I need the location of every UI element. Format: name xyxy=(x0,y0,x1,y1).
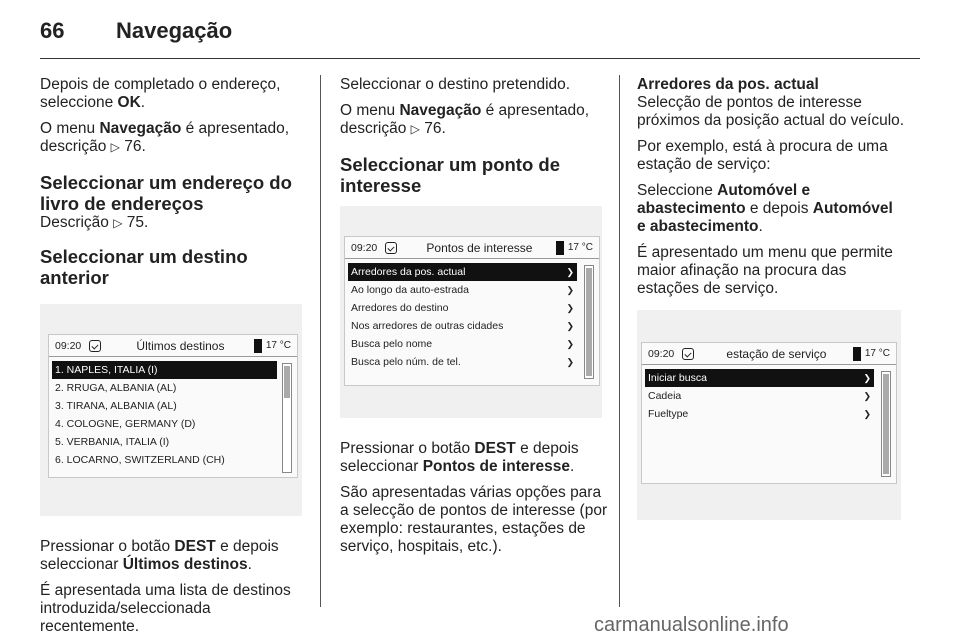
triangle-right-icon: ▷ xyxy=(110,140,120,154)
column-3 xyxy=(637,76,905,542)
paragraph: Depois de completado o endereço, seleccione OK. xyxy=(40,76,281,111)
poi-menu-list xyxy=(348,263,577,371)
chevron-right-icon: ❯ xyxy=(863,391,871,401)
paragraph: É apresentada uma lista de destinos introduzida/seleccionada recentemente. xyxy=(40,582,291,635)
list-item[interactable]: Iniciar busca ❯ xyxy=(645,369,874,387)
chevron-right-icon: ❯ xyxy=(863,373,871,383)
list-item[interactable]: Ao longo da auto-estrada ❯ xyxy=(348,281,577,299)
status-bar xyxy=(49,335,297,357)
display-screen xyxy=(48,334,298,478)
scrollbar-thumb[interactable] xyxy=(586,268,592,376)
paragraph: São apresentadas várias opções para a selecção de pontos de interesse (por exemplo: restaurantes, estações de serviço, hospitais, etc.). xyxy=(340,484,608,555)
list-item[interactable]: Fueltype ❯ xyxy=(645,405,874,423)
column-2 xyxy=(340,76,610,564)
thermometer-icon xyxy=(254,339,262,353)
chevron-right-icon: ❯ xyxy=(566,303,574,313)
page-title: Navegação xyxy=(116,18,233,43)
clock-time: 09:20 xyxy=(351,241,378,254)
list-item[interactable]: 4. COLOGNE, GERMANY (D) xyxy=(55,418,196,430)
screen-photo-estacao-de-servico xyxy=(637,310,901,520)
service-station-menu-list xyxy=(645,369,874,423)
page-header xyxy=(40,18,232,44)
paragraph: Seleccione Automóvel e abastecimento e depois Automóvel e abastecimento. xyxy=(637,182,893,235)
display-screen xyxy=(344,236,600,386)
page-number: 66 xyxy=(40,18,65,43)
paragraph: Por exemplo, está à procura de uma estação de serviço: xyxy=(637,138,888,173)
scrollbar-thumb[interactable] xyxy=(284,366,290,398)
triangle-right-icon: ▷ xyxy=(410,122,420,136)
screen-title: Pontos de interesse xyxy=(426,240,533,255)
status-bar xyxy=(642,343,896,365)
list-item[interactable]: 2. RRUGA, ALBANIA (AL) xyxy=(55,382,177,394)
list-item[interactable]: 5. VERBANIA, ITALIA (I) xyxy=(55,436,170,448)
list-item[interactable]: Arredores do destino ❯ xyxy=(348,299,577,317)
paragraph: O menu Navegação é apresentado, descrição ▷ 76. xyxy=(40,120,290,155)
chevron-right-icon: ❯ xyxy=(566,321,574,331)
temperature: 17 °C xyxy=(864,347,890,359)
section-heading: Seleccionar um endereço do livro de endereços xyxy=(40,172,292,214)
clock-check-icon xyxy=(682,348,694,360)
scrollbar[interactable] xyxy=(584,265,594,379)
chevron-right-icon: ❯ xyxy=(566,339,574,349)
list-item[interactable]: Nos arredores de outras cidades ❯ xyxy=(348,317,577,335)
paragraph: Seleccionar o destino pretendido. xyxy=(340,76,571,93)
list-item[interactable]: Arredores da pos. actual ❯ xyxy=(348,263,577,281)
chevron-right-icon: ❯ xyxy=(863,409,871,419)
paragraph: O menu Navegação é apresentado, descrição ▷ 76. xyxy=(340,102,590,137)
list-item[interactable]: 1. NAPLES, ITALIA (I) xyxy=(52,361,277,379)
list-item[interactable]: Busca pelo núm. de tel. ❯ xyxy=(348,353,577,371)
watermark: carmanualsonline.info xyxy=(594,614,789,636)
scrollbar[interactable] xyxy=(282,363,292,473)
list-item[interactable]: 6. LOCARNO, SWITZERLAND (CH) xyxy=(55,454,225,466)
chevron-right-icon: ❯ xyxy=(566,267,574,277)
scrollbar-thumb[interactable] xyxy=(883,374,889,474)
section-heading: Seleccionar um ponto de interesse xyxy=(340,154,560,196)
paragraph: Arredores da pos. actual Selecção de pontos de interesse próximos da posição actual do veículo. xyxy=(637,76,905,129)
column-divider-1 xyxy=(320,75,321,607)
header-rule xyxy=(40,58,920,59)
destination-list xyxy=(52,361,277,469)
list-item[interactable]: Cadeia ❯ xyxy=(645,387,874,405)
thermometer-icon xyxy=(853,347,861,361)
clock-time: 09:20 xyxy=(648,347,675,360)
paragraph: Pressionar o botão DEST e depois seleccionar Pontos de interesse. xyxy=(340,440,579,475)
screen-title: estação de serviço xyxy=(726,346,827,361)
section-heading: Seleccionar um destino anterior xyxy=(40,246,248,288)
clock-check-icon xyxy=(89,340,101,352)
scrollbar[interactable] xyxy=(881,371,891,477)
list-item[interactable]: 3. TIRANA, ALBANIA (AL) xyxy=(55,400,177,412)
screen-title: Últimos destinos xyxy=(136,338,225,353)
temperature: 17 °C xyxy=(567,241,593,253)
clock-check-icon xyxy=(385,242,397,254)
thermometer-icon xyxy=(556,241,564,255)
screen-photo-pontos-de-interesse xyxy=(340,206,602,418)
column-1 xyxy=(40,76,310,642)
clock-time: 09:20 xyxy=(55,339,82,352)
screen-photo-ultimos-destinos xyxy=(40,304,302,516)
chevron-right-icon: ❯ xyxy=(566,357,574,367)
paragraph: Pressionar o botão DEST e depois seleccionar Últimos destinos. xyxy=(40,538,279,573)
paragraph: É apresentado um menu que permite maior afinação na procura das estações de serviço. xyxy=(637,244,893,297)
status-bar xyxy=(345,237,599,259)
temperature: 17 °C xyxy=(265,339,291,351)
paragraph: Descrição ▷ 75. xyxy=(40,214,149,231)
list-item[interactable]: Busca pelo nome ❯ xyxy=(348,335,577,353)
column-divider-2 xyxy=(619,75,620,607)
chevron-right-icon: ❯ xyxy=(566,285,574,295)
display-screen xyxy=(641,342,897,484)
triangle-right-icon: ▷ xyxy=(113,216,123,230)
